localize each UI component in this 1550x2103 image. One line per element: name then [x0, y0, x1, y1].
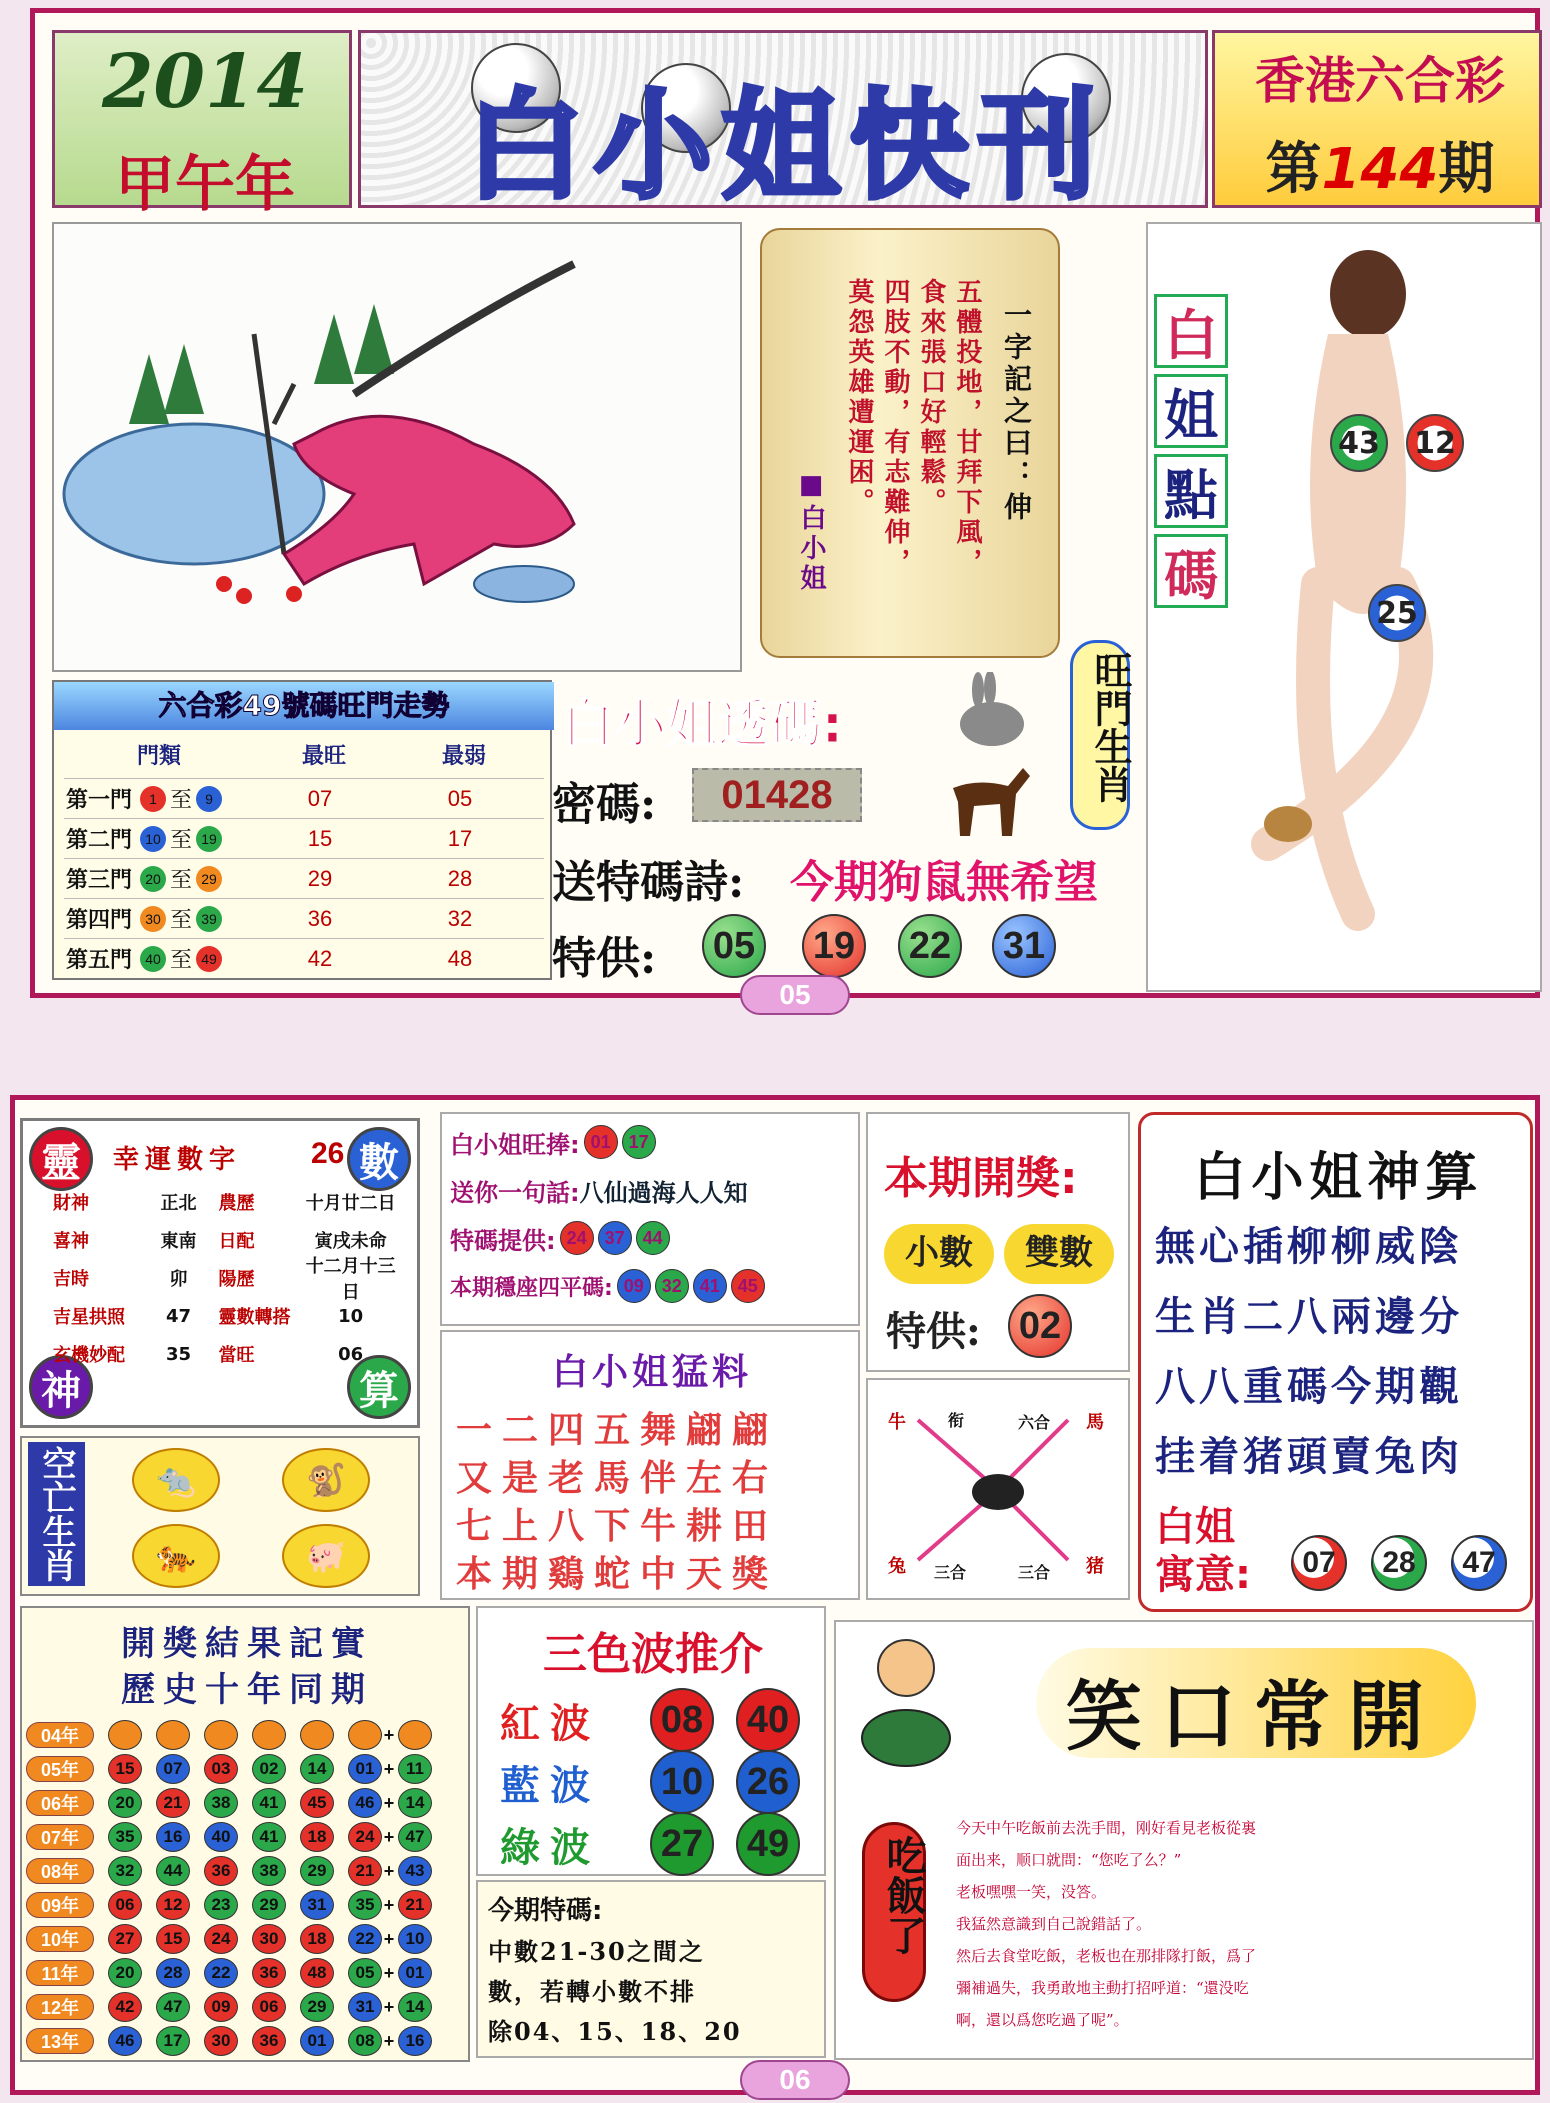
- history-plus: +: [383, 1792, 395, 1813]
- history-ball: 01: [348, 1754, 382, 1784]
- year: 2014: [102, 39, 308, 125]
- joke-title: 笑口常開: [1066, 1672, 1442, 1761]
- poem2-text: 今期狗鼠無希望: [790, 857, 1098, 908]
- zone-name: 第四門: [65, 907, 132, 932]
- mengliao-line: 一二四五舞翩翩: [456, 1409, 779, 1451]
- mima-label: 密碼:: [552, 779, 657, 830]
- tricolor-row: [500, 1750, 820, 1814]
- history-ball: 40: [204, 1822, 238, 1852]
- zone-lo: 28: [447, 865, 473, 891]
- history-ball: [252, 1720, 286, 1750]
- lucky-row: 玄機妙配 35 當旺 06: [53, 1343, 364, 1366]
- zone-to-word: 至: [169, 947, 192, 972]
- zone-name: 第五門: [65, 947, 132, 972]
- wave-name: 綠波: [500, 1824, 600, 1871]
- lh-niu: 牛: [888, 1412, 906, 1433]
- history-ball: 21: [156, 1788, 190, 1818]
- mengliao-title: 白小姐猛料: [551, 1351, 752, 1393]
- yiju-row: 送你一句話: 八仙過海人人知: [450, 1178, 748, 1207]
- history-ball: 06: [252, 1992, 286, 2022]
- wave-ball: 27: [650, 1812, 714, 1876]
- issue-number: 第144期: [1265, 137, 1495, 202]
- shensuan-panel: [1138, 1112, 1533, 1612]
- ling-badge: 靈: [29, 1127, 93, 1191]
- zone-table-header: 門類 最旺 最弱: [136, 742, 486, 768]
- history-ball: 21: [348, 1856, 382, 1886]
- zone-table: [52, 680, 552, 980]
- baijie-char: 姐: [1154, 374, 1228, 448]
- laughing-man-icon: [856, 1628, 956, 1768]
- zone-hi: 15: [307, 825, 333, 851]
- zone-table-row: [64, 858, 544, 898]
- history-ball: 35: [108, 1822, 142, 1852]
- wave-ball: 08: [650, 1688, 714, 1752]
- history-plus: +: [383, 2030, 395, 2051]
- history-ball: 15: [156, 1924, 190, 1954]
- history-ball: 38: [204, 1788, 238, 1818]
- zone-to-ball: 19: [196, 826, 222, 852]
- joke-line: 面出来，顺口就問：“您吃了么？”: [956, 1851, 1182, 1869]
- history-ball: 47: [398, 1822, 432, 1852]
- history-ball: 10: [398, 1924, 432, 1954]
- history-title-1: 開獎結果記實: [121, 1624, 373, 1664]
- publication-title: 白小姐快刊: [465, 76, 1106, 215]
- history-ball: 29: [300, 1992, 334, 2022]
- history-plus: +: [383, 1962, 395, 1983]
- lh-liuhe: 六合: [1018, 1413, 1051, 1432]
- history-ball: 48: [300, 1958, 334, 1988]
- history-ball: [204, 1720, 238, 1750]
- history-ball: 17: [156, 2026, 190, 2056]
- joke-panel: [834, 1620, 1534, 2060]
- history-row: [26, 2026, 466, 2056]
- zone-name: 第一門: [65, 787, 132, 812]
- lucky-title: 幸運數字: [113, 1145, 242, 1175]
- toucode-panel: [552, 676, 1142, 992]
- history-ball: 18: [300, 1924, 334, 1954]
- lucky-numbers-panel: [20, 1118, 420, 1428]
- history-ball: 16: [398, 2026, 432, 2056]
- history-row: [26, 1992, 466, 2022]
- history-ball: 18: [300, 1822, 334, 1852]
- history-ball: 46: [108, 2026, 142, 2056]
- zone-hi: 07: [307, 785, 333, 811]
- history-ball: 32: [108, 1856, 142, 1886]
- lucky-row: 吉星拱照 47 靈數轉搭 10: [53, 1305, 364, 1328]
- zone-to-ball: 39: [196, 906, 222, 932]
- history-ball: 31: [300, 1890, 334, 1920]
- history-ball: 30: [252, 1924, 286, 1954]
- wave-ball: 49: [736, 1812, 800, 1876]
- history-ball: [108, 1720, 142, 1750]
- history-row: [26, 1720, 466, 1750]
- history-row: [26, 1924, 466, 1954]
- poem-line: 食來張口好輕鬆。: [916, 278, 946, 518]
- joke-line: 我猛然意識到自己說錯話了。: [956, 1915, 1152, 1933]
- shu-badge: 數: [347, 1127, 411, 1191]
- history-ball: 21: [398, 1890, 432, 1920]
- history-ball: 01: [300, 2026, 334, 2056]
- zone-to-ball: 49: [196, 946, 222, 972]
- history-ball: 36: [252, 2026, 286, 2056]
- zone-from-ball: 40: [140, 946, 166, 972]
- history-ball: 47: [156, 1992, 190, 2022]
- history-plus: +: [383, 1826, 395, 1847]
- lh-sanhe-1: 三合: [934, 1563, 967, 1582]
- kaijiang-panel: [866, 1112, 1130, 1372]
- yuyi-label-1: 白姐: [1155, 1504, 1235, 1550]
- tegong-ball: 22: [898, 914, 962, 978]
- history-year: 08年: [26, 1858, 94, 1884]
- history-ball: 08: [348, 2026, 382, 2056]
- history-ball: 42: [108, 1992, 142, 2022]
- wave-name: 藍波: [500, 1762, 600, 1809]
- kongwang-panel: [20, 1436, 420, 1596]
- siping-row: 本期穩座四平碼: 09 32 41 45: [450, 1266, 765, 1306]
- wave-ball: 26: [736, 1750, 800, 1814]
- zone-to-word: 至: [169, 907, 192, 932]
- zone-table-row: [64, 938, 544, 978]
- wangpeng-row: 白小姐旺捧: 01 17: [450, 1122, 656, 1162]
- history-ball: 14: [300, 1754, 334, 1784]
- mengliao-line: 本期鷄蛇中天獎: [456, 1553, 779, 1595]
- suan-badge: 算: [347, 1355, 411, 1419]
- zone-hi: 36: [307, 905, 333, 931]
- history-year: 04年: [26, 1722, 94, 1748]
- history-year: 06年: [26, 1790, 94, 1816]
- toucode-title: 白小姐透碼:: [562, 695, 843, 755]
- wave-ball: 10: [650, 1750, 714, 1814]
- history-ball: 15: [108, 1754, 142, 1784]
- dog-illustration: [52, 222, 742, 672]
- history-ball: 45: [300, 1788, 334, 1818]
- history-ball: 22: [348, 1924, 382, 1954]
- history-ball: [300, 1720, 334, 1750]
- history-ball: 41: [252, 1788, 286, 1818]
- history-plus: +: [383, 1894, 395, 1915]
- info-panel: [440, 1112, 860, 1326]
- tegong-ball: 02: [1008, 1294, 1072, 1358]
- temabao-row: 特碼提供: 24 37 44: [450, 1218, 670, 1258]
- history-row: [26, 1788, 466, 1818]
- lh-ma: 馬: [1086, 1412, 1104, 1433]
- history-row: [26, 1754, 466, 1784]
- history-ball: 07: [156, 1754, 190, 1784]
- tema-line: 中數21-30之間之: [488, 1937, 705, 1966]
- photo-ball: 25: [1368, 584, 1426, 642]
- chifan-label: 吃飯了: [880, 1835, 927, 1955]
- tema-line: 數，若轉小數不排: [488, 1977, 696, 2006]
- history-ball: [398, 1720, 432, 1750]
- joke-line: 彌補過失，我勇敢地主動打招呼道：“還没吃: [956, 1979, 1249, 1997]
- history-ball: 16: [156, 1822, 190, 1852]
- yuyi-ball: 28: [1371, 1535, 1427, 1591]
- zone-to-ball: 29: [196, 866, 222, 892]
- year-box: [52, 30, 352, 220]
- mengliao-line: 又是老馬伴左右: [456, 1457, 779, 1499]
- history-ball: 22: [204, 1958, 238, 1988]
- joke-line: 老板嘿嘿一笑，没答。: [956, 1883, 1107, 1901]
- rat-icon: 🐀: [132, 1448, 220, 1512]
- tema-panel: [476, 1880, 826, 2058]
- history-year: 07年: [26, 1824, 94, 1850]
- zone-lo: 05: [447, 785, 473, 811]
- photo-ball: 12: [1406, 414, 1464, 472]
- history-plus: +: [383, 1724, 395, 1745]
- lh-zhu: 猪: [1086, 1556, 1104, 1577]
- history-ball: 02: [252, 1754, 286, 1784]
- zone-name: 第二門: [65, 827, 132, 852]
- poem2-label: 送特碼詩:: [552, 857, 745, 908]
- zone-lo: 32: [447, 905, 473, 931]
- tricolor-title: 三色波推介: [543, 1629, 763, 1680]
- model-photo: [1146, 222, 1542, 992]
- history-ball: 44: [156, 1856, 190, 1886]
- poem-signature: ■白小姐: [796, 470, 826, 594]
- zone-table-row: [64, 898, 544, 938]
- kongwang-title: 空亡生肖: [28, 1442, 85, 1586]
- baijie-char: 白: [1154, 294, 1228, 368]
- history-plus: +: [383, 1996, 395, 2017]
- poem-title: 一字記之曰：伸: [1000, 300, 1033, 524]
- pig-icon: 🐖: [282, 1524, 370, 1588]
- history-panel: [20, 1606, 470, 2062]
- joke-line: 今天中午吃飯前去洗手間，刚好看見老板從裏: [956, 1819, 1257, 1837]
- history-row: [26, 1822, 466, 1852]
- tegong-label: 特供:: [886, 1308, 981, 1355]
- history-ball: 36: [204, 1856, 238, 1886]
- history-title-2: 歷史十年同期: [121, 1670, 373, 1710]
- zone-lo: 17: [447, 825, 473, 851]
- ganzhi-year: 甲午年: [115, 150, 295, 220]
- history-plus: +: [383, 1860, 395, 1881]
- shensuan-line: 八八重碼今期觀: [1155, 1364, 1463, 1410]
- history-ball: 24: [348, 1822, 382, 1852]
- lucky-row: 財神 正北 農歷 十月廿二日: [53, 1193, 396, 1214]
- history-year: 05年: [26, 1756, 94, 1782]
- baijie-char: 碼: [1154, 534, 1228, 608]
- history-ball: 20: [108, 1788, 142, 1818]
- history-ball: 29: [300, 1856, 334, 1886]
- history-plus: +: [383, 1928, 395, 1949]
- history-plus: +: [383, 1758, 395, 1779]
- tegong-label: 特供:: [552, 933, 657, 984]
- history-ball: 41: [252, 1822, 286, 1852]
- chifan-tag: [862, 1822, 926, 2002]
- history-row: [26, 1856, 466, 1886]
- mengliao-line: 七上八下牛耕田: [456, 1505, 779, 1547]
- mengliao-panel: [440, 1330, 860, 1600]
- shensuan-title: 白小姐神算: [1193, 1148, 1484, 1208]
- history-ball: 06: [108, 1890, 142, 1920]
- zone-table-row: [64, 778, 544, 818]
- lucky-row: 吉時 卯 陽歷 十二月十三日: [53, 1256, 396, 1303]
- history-row: [26, 1890, 466, 1920]
- history-ball: 09: [204, 1992, 238, 2022]
- history-ball: 05: [348, 1958, 382, 1988]
- yuyi-label-2: 寓意:: [1155, 1552, 1251, 1598]
- baijie-char: 點: [1154, 454, 1228, 528]
- zone-from-ball: 1: [140, 786, 166, 812]
- zone-hi: 29: [307, 865, 333, 891]
- poem-line: 四肢不動，有志難伸，: [880, 278, 910, 578]
- history-year: 13年: [26, 2028, 94, 2054]
- history-year: 09年: [26, 1892, 94, 1918]
- zone-to-ball: 9: [196, 786, 222, 812]
- wave-name: 紅波: [500, 1700, 600, 1747]
- history-ball: 35: [348, 1890, 382, 1920]
- tiger-icon: 🐅: [132, 1524, 220, 1588]
- joke-line: 啊，還以爲您吃過了呢”。: [956, 2011, 1129, 2029]
- tema-line: 除04、15、18、20: [488, 2017, 742, 2046]
- poem-line: 莫怨英雄遭運困。: [844, 278, 874, 518]
- history-ball: 36: [252, 1958, 286, 1988]
- history-ball: 24: [204, 1924, 238, 1954]
- history-year: 12年: [26, 1994, 94, 2020]
- zone-from-ball: 20: [140, 866, 166, 892]
- zone-to-word: 至: [169, 867, 192, 892]
- history-ball: 43: [398, 1856, 432, 1886]
- history-ball: 27: [108, 1924, 142, 1954]
- xiaoshu-tag: 小數: [884, 1224, 994, 1284]
- history-year: 10年: [26, 1926, 94, 1952]
- history-ball: 31: [348, 1992, 382, 2022]
- tricolor-row: [500, 1688, 820, 1752]
- lh-tu: 兔: [888, 1556, 906, 1577]
- history-ball: 46: [348, 1788, 382, 1818]
- joke-line: 然后去食堂吃飯，老板也在那排隊打飯，爲了: [956, 1947, 1257, 1965]
- liuhe-diagram: [866, 1378, 1130, 1600]
- history-ball: [156, 1720, 190, 1750]
- joke-text: [956, 1812, 1516, 2036]
- history-ball: 03: [204, 1754, 238, 1784]
- photo-ball: 43: [1330, 414, 1388, 472]
- zone-to-word: 至: [169, 787, 192, 812]
- lh-jie: 衔: [948, 1411, 965, 1430]
- wave-ball: 40: [736, 1688, 800, 1752]
- zone-hi: 42: [307, 945, 333, 971]
- title-box: [358, 30, 1208, 215]
- history-ball: 11: [398, 1754, 432, 1784]
- zone-table-row: [64, 818, 544, 858]
- tema-title: 今期特碼:: [488, 1896, 603, 1926]
- history-year: 11年: [26, 1960, 94, 1986]
- lucky-row: 喜神 東南 日配 寅戌未命: [53, 1231, 387, 1252]
- history-row: [26, 1958, 466, 1988]
- history-ball: 14: [398, 1992, 432, 2022]
- page-number: 06: [740, 2060, 850, 2100]
- lucky-number: 26: [311, 1137, 345, 1170]
- history-ball: 20: [108, 1958, 142, 1988]
- shuangshu-tag: 雙數: [1004, 1224, 1114, 1284]
- zone-to-word: 至: [169, 827, 192, 852]
- zone-from-ball: 30: [140, 906, 166, 932]
- history-ball: [348, 1720, 382, 1750]
- shen-badge: 神: [29, 1355, 93, 1419]
- history-ball: 29: [252, 1890, 286, 1920]
- shensuan-line: 生肖二八兩邊分: [1155, 1294, 1463, 1340]
- poem-line: 五體投地，甘拜下風，: [952, 278, 982, 578]
- tricolor-row: [500, 1812, 820, 1876]
- history-ball: 28: [156, 1958, 190, 1988]
- history-ball: 38: [252, 1856, 286, 1886]
- yuyi-ball: 07: [1291, 1535, 1347, 1591]
- page-number: 05: [740, 975, 850, 1015]
- kaijiang-title: 本期開獎:: [884, 1153, 1078, 1204]
- mima-code: 01428: [692, 768, 862, 822]
- tricolor-panel: [476, 1606, 826, 1876]
- lottery-name: 香港六合彩: [1255, 52, 1505, 110]
- tegong-ball: 05: [702, 914, 766, 978]
- tegong-ball: 31: [992, 914, 1056, 978]
- history-ball: 14: [398, 1788, 432, 1818]
- shensuan-line: 挂着猪頭賣兔肉: [1155, 1434, 1463, 1480]
- zone-table-title: 六合彩49號碼旺門走勢: [54, 682, 554, 730]
- history-ball: 23: [204, 1890, 238, 1920]
- zone-lo: 48: [447, 945, 473, 971]
- tegong-ball: 19: [802, 914, 866, 978]
- wangmen-label: 旺門生肖: [1088, 651, 1133, 803]
- issue-box: [1212, 30, 1542, 208]
- history-ball: 01: [398, 1958, 432, 1988]
- history-ball: 12: [156, 1890, 190, 1920]
- monkey-icon: 🐒: [282, 1448, 370, 1512]
- history-ball: 30: [204, 2026, 238, 2056]
- zone-name: 第三門: [65, 867, 132, 892]
- yuyi-ball: 47: [1451, 1535, 1507, 1591]
- poem-scroll: [760, 228, 1060, 658]
- lh-sanhe-2: 三合: [1018, 1563, 1051, 1582]
- shensuan-line: 無心插柳柳威陰: [1155, 1224, 1463, 1270]
- zone-from-ball: 10: [140, 826, 166, 852]
